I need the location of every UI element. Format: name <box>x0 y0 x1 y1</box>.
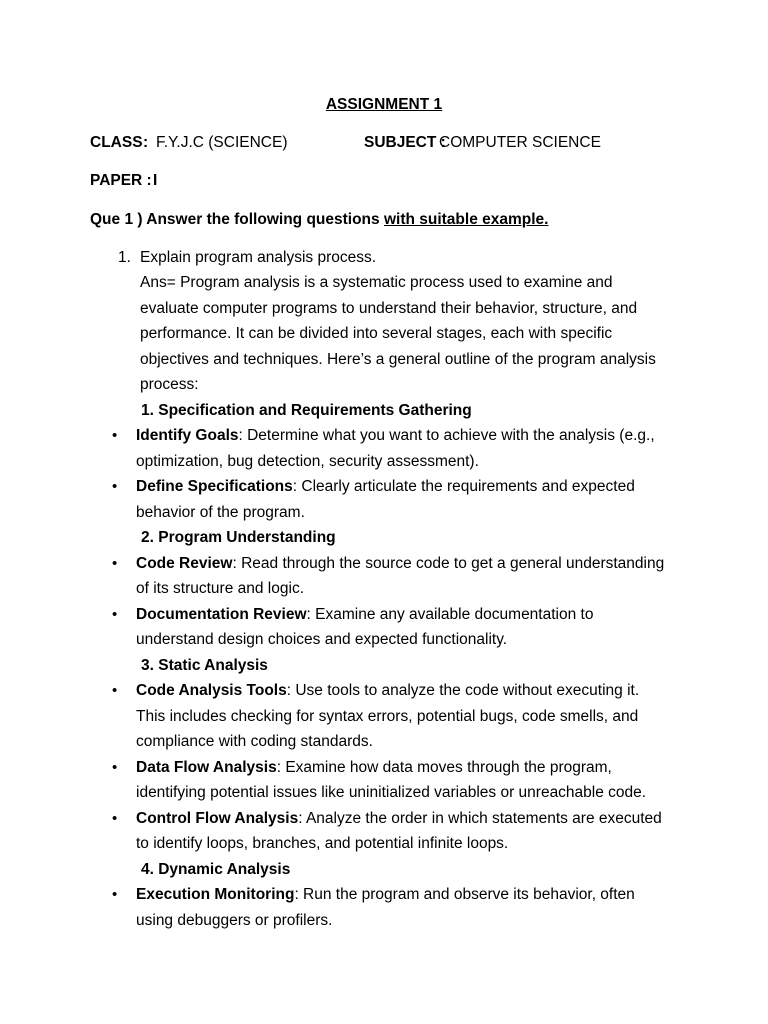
bullet-line <box>136 477 635 497</box>
bullet-line: to identify loops, branches, and potential infinite loops. <box>136 835 509 852</box>
bullet-icon: • <box>112 758 118 776</box>
answer-line: process: <box>140 376 199 393</box>
section-heading: 3. Static Analysis <box>141 656 268 674</box>
bullet-icon: • <box>112 682 118 699</box>
section-heading: 4. Dynamic Analysis <box>141 860 291 878</box>
bullet-line: using debuggers or profilers. <box>136 911 333 929</box>
item-number: 1. <box>118 249 131 266</box>
bullet-term: Define Specifications <box>136 478 293 495</box>
bullet-line <box>136 809 662 829</box>
bullet-description: : Examine any available documentation to <box>306 605 594 623</box>
bullet-term: Documentation Review <box>136 605 307 623</box>
bullet-line <box>136 885 635 905</box>
bullet-description: : Determine what you want to achieve with the analysis (e.g., <box>238 427 655 444</box>
bullet-line: This includes checking for syntax errors, potential bugs, code smells, and <box>136 707 639 725</box>
class-label: CLASS <box>90 134 143 151</box>
bullet-term: Identify Goals <box>136 427 239 444</box>
bullet-icon: • <box>112 427 118 444</box>
item-question: Explain program analysis process. <box>140 249 377 266</box>
bullet-description: : Analyze the order in which statements are executed <box>298 809 662 827</box>
answer-line: evaluate computer programs to understand their behavior, structure, and <box>140 299 638 317</box>
paper-value: I <box>153 172 158 189</box>
bullet-description: : Run the program and observe its behavior, often <box>294 886 635 903</box>
answer-line: performance. It can be divided into several stages, each with specific <box>140 325 613 342</box>
bullet-term: Execution Monitoring <box>136 886 295 903</box>
bullet-line <box>136 758 612 778</box>
answer-line: objectives and techniques. Here’s a general outline of the program analysis <box>140 350 656 368</box>
bullet-line: of its structure and logic. <box>136 580 304 597</box>
bullet-line <box>136 554 664 574</box>
subject-value: COMPUTER SCIENCE <box>439 134 601 151</box>
bullet-line: understand design choices and expected functionality. <box>136 631 508 648</box>
bullet-description: : Examine how data moves through the program, <box>276 758 612 776</box>
bullet-line <box>136 426 655 446</box>
section-heading: 1. Specification and Requirements Gathering <box>141 401 472 419</box>
bullet-line: compliance with coding standards. <box>136 733 373 750</box>
bullet-line: behavior of the program. <box>136 503 305 521</box>
question-heading <box>90 210 548 230</box>
class-separator: : <box>143 134 149 151</box>
question-prefix: Que 1 ) Answer the following questions <box>90 211 384 228</box>
paper-label: PAPER : <box>90 172 152 189</box>
bullet-icon: • <box>112 554 118 572</box>
assignment-title: ASSIGNMENT 1 <box>325 96 443 113</box>
class-value: F.Y.J.C (SCIENCE) <box>156 134 288 151</box>
bullet-icon: • <box>112 478 118 495</box>
bullet-description: : Read through the source code to get a general understanding <box>232 554 665 572</box>
bullet-icon: • <box>112 605 118 623</box>
answer-line: Ans= Program analysis is a systematic process used to examine and <box>140 274 613 291</box>
bullet-line <box>136 605 593 625</box>
bullet-term: Code Review <box>136 554 233 572</box>
bullet-icon: • <box>112 809 118 827</box>
bullet-term: Code Analysis Tools <box>136 682 287 699</box>
bullet-term: Control Flow Analysis <box>136 809 299 827</box>
bullet-term: Data Flow Analysis <box>136 758 277 776</box>
question-emphasis: with suitable example. <box>383 211 549 228</box>
bullet-line: optimization, bug detection, security assessment). <box>136 452 479 470</box>
bullet-description: : Clearly articulate the requirements and expected <box>292 478 635 495</box>
bullet-icon: • <box>112 886 118 903</box>
bullet-line: identifying potential issues like uninitialized variables or unreachable code. <box>136 784 647 801</box>
bullet-description: : Use tools to analyze the code without executing it. <box>286 682 640 699</box>
bullet-line <box>136 681 639 701</box>
subject-label: SUBJECT : <box>364 134 446 151</box>
section-heading: 2. Program Understanding <box>141 529 336 546</box>
